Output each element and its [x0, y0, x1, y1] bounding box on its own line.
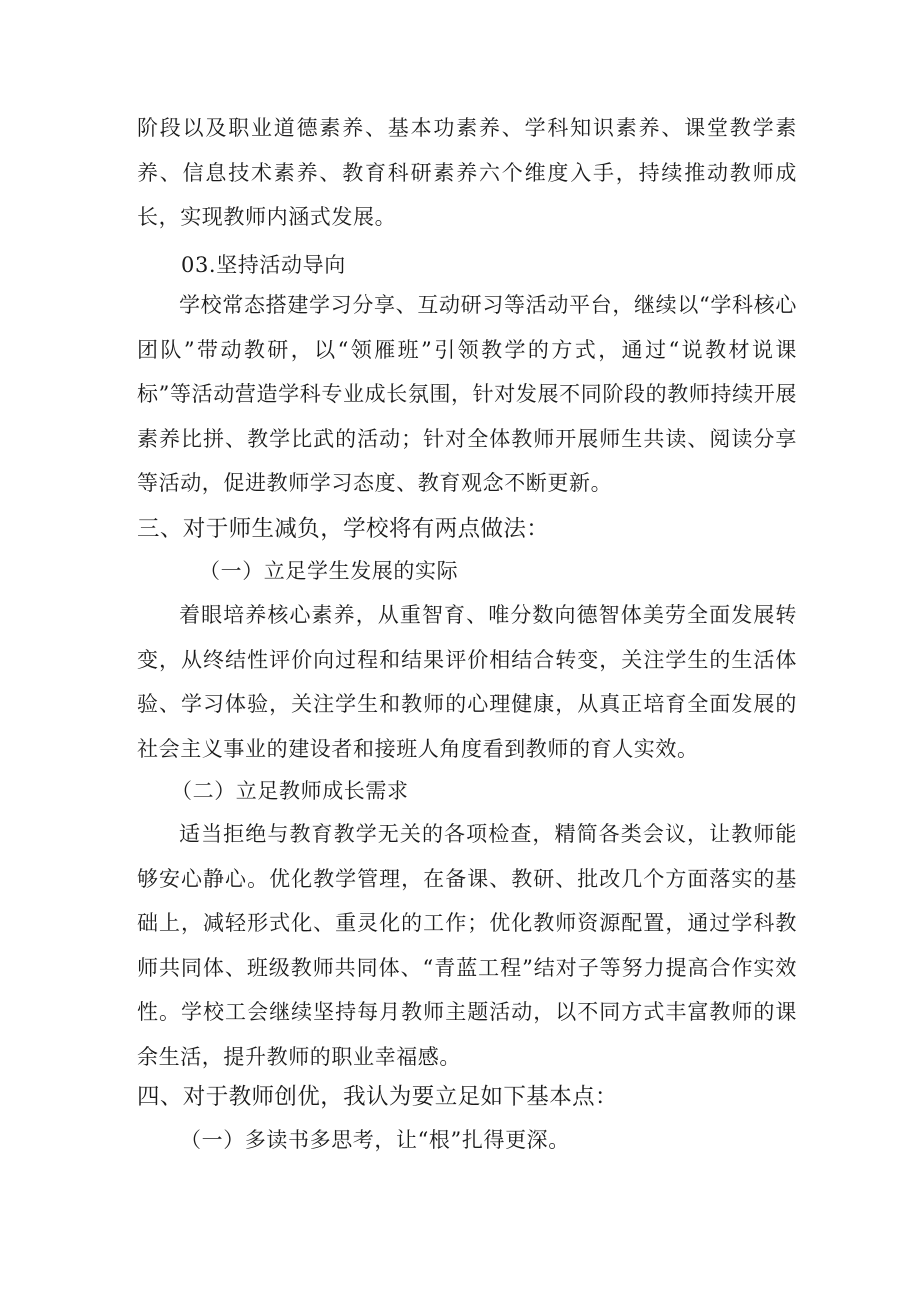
subheading-teacher-growth: （二）立足教师成长需求: [171, 779, 409, 803]
paragraph-teacher-literacy: 阶段以及职业道德素养、基本功素养、学科知识素养、课堂教学素养、信息技术素养、教育科研素养六个维度入手，持续推动教师成长，实现教师内涵式发展。: [137, 116, 797, 229]
subheading-student-development: （一）立足学生发展的实际: [199, 559, 459, 583]
heading-teacher-excellence: 四、对于教师创优，我认为要立足如下基本点：: [137, 1084, 618, 1110]
heading-burden-reduction: 三、对于师生减负，学校将有两点做法：: [137, 516, 550, 542]
paragraph-activity-platform: 学校常态搭建学习分享、互动研习等活动平台，继续以“学科核心团队”带动教研，以“领雁班”引领教学的方式，通过“说教材说课标”等活动营造学科专业成长氛围，针对发展不同阶段的教师持续开展素养比拼、教学比武的活动；针对全体教师开展师生共读、阅读分享等活动，促进教师学习态度、教育观念不断更新。: [137, 293, 797, 495]
subheading-read-and-think: （一）多读书多思考，让“根”扎得更深。: [180, 1128, 570, 1152]
paragraph-teacher-growth: 适当拒绝与教育教学无关的各项检查，精简各类会议，让教师能够安心静心。优化教学管理，在备课、教研、批改几个方面落实的基础上，减轻形式化、重灵化的工作；优化教师资源配置，通过学科教师共同体、班级教师共同体、“青蓝工程”结对子等努力提高合作实效性。学校工会继续坚持每月教师主题活动，以不同方式丰富教师的课余生活，提升教师的职业幸福感。: [137, 822, 797, 1069]
section-title-activity-oriented: 03.坚持活动导向: [181, 253, 346, 277]
paragraph-student-development: 着眼培养核心素养，从重智育、唯分数向德智体美劳全面发展转变，从终结性评价向过程和结果评价相结合转变，关注学生的生活体验、学习体验，关注学生和教师的心理健康，从真正培育全面发展的社会主义事业的建设者和接班人角度看到教师的育人实效。: [137, 603, 797, 761]
